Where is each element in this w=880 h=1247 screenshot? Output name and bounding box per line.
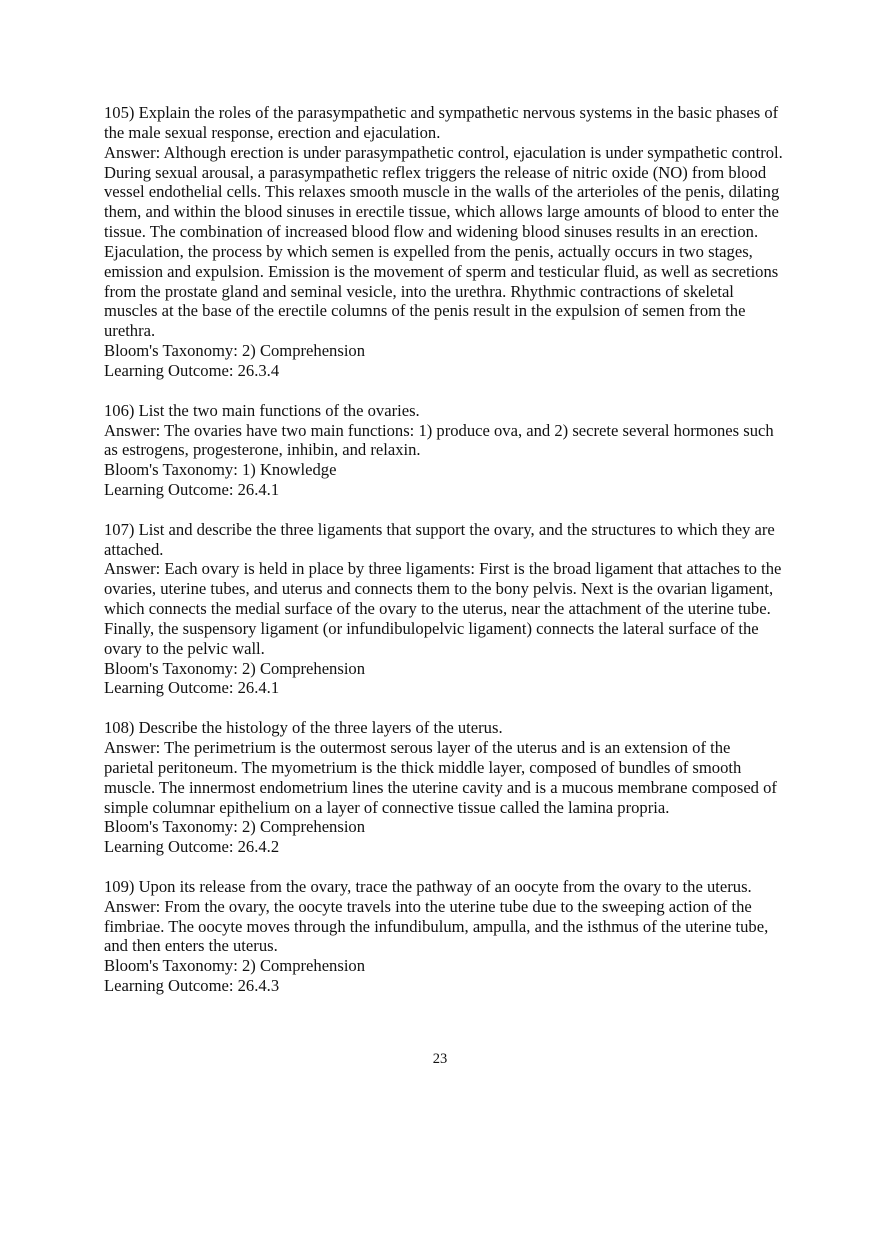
blooms-taxonomy: Bloom's Taxonomy: 2) Comprehension [104,658,366,678]
question-text: 109) Upon its release from the ovary, trace the pathway of an oocyte from the ovary to the uterus. [104,876,752,896]
question-text: 107) List and describe the three ligaments that support the ovary, and the structures to which they are attached. [104,519,775,559]
learning-outcome: Learning Outcome: 26.4.1 [104,678,280,698]
learning-outcome: Learning Outcome: 26.4.2 [104,837,280,857]
blooms-taxonomy: Bloom's Taxonomy: 1) Knowledge [104,460,337,480]
answer-text: Answer: The perimetrium is the outermost serous layer of the uterus and is an extension of the parietal peritoneum. The myometrium is the thick middle layer, composed of bundles of smooth muscle. The innermost endometrium lines the uterine cavity and is a mucous membrane composed of simple columnar epithelium on a layer of connective tissue called the lamina propria. [104,738,777,817]
page-content [104,103,784,1016]
page-number: 23 [432,1051,448,1067]
learning-outcome: Learning Outcome: 26.4.1 [104,480,280,500]
question-block-106 [104,401,784,500]
answer-text: Answer: Each ovary is held in place by three ligaments: First is the broad ligament that attaches to the ovaries, uterine tubes, and uterus and connects them to the bony pelvis. Next is the ovarian ligament, which connects the medial surface of the ovary to the uterus, near the attachment of the uterine tube. Finally, the suspensory ligament (or infundibulopelvic ligament) connects the lateral surface of the ovary to the pelvic wall. [104,559,782,658]
blooms-taxonomy: Bloom's Taxonomy: 2) Comprehension [104,341,366,361]
question-block-109 [104,877,784,996]
answer-text: Answer: Although erection is under parasympathetic control, ejaculation is under sympathetic control. During sexual arousal, a parasympathetic reflex triggers the release of nitric oxide (NO) from blood vessel endothelial cells. This relaxes smooth muscle in the walls of the arterioles of the penis, dilating them, and within the blood sinuses in erectile tissue, which allows large amounts of blood to enter the tissue. The combination of increased blood flow and widening blood sinuses results in an erection. Ejaculation, the process by which semen is expelled from the penis, actually occurs in two stages, emission and expulsion. Emission is the movement of sperm and testicular fluid, as well as secretions from the prostate gland and seminal vesicle, into the urethra. Rhythmic contractions of skeletal muscles at the base of the erectile columns of the penis result in the expulsion of semen from the urethra. [104,142,783,341]
question-block-107 [104,520,784,699]
answer-text: Answer: From the ovary, the oocyte travels into the uterine tube due to the sweeping action of the fimbriae. The oocyte moves through the infundibulum, ampulla, and the isthmus of the uterine tube, and then enters the uterus. [104,896,769,956]
blooms-taxonomy: Bloom's Taxonomy: 2) Comprehension [104,956,366,976]
learning-outcome: Learning Outcome: 26.3.4 [104,360,280,380]
question-block-105 [104,103,784,381]
blooms-taxonomy: Bloom's Taxonomy: 2) Comprehension [104,817,366,837]
question-block-108 [104,718,784,857]
answer-text: Answer: The ovaries have two main functions: 1) produce ova, and 2) secrete several hormones such as estrogens, progesterone, inhibin, and relaxin. [104,420,774,460]
learning-outcome: Learning Outcome: 26.4.3 [104,976,280,996]
question-text: 105) Explain the roles of the parasympathetic and sympathetic nervous systems in the basic phases of the male sexual response, erection and ejaculation. [104,103,779,142]
question-text: 108) Describe the histology of the three layers of the uterus. [104,718,503,738]
question-text: 106) List the two main functions of the ovaries. [104,400,420,420]
